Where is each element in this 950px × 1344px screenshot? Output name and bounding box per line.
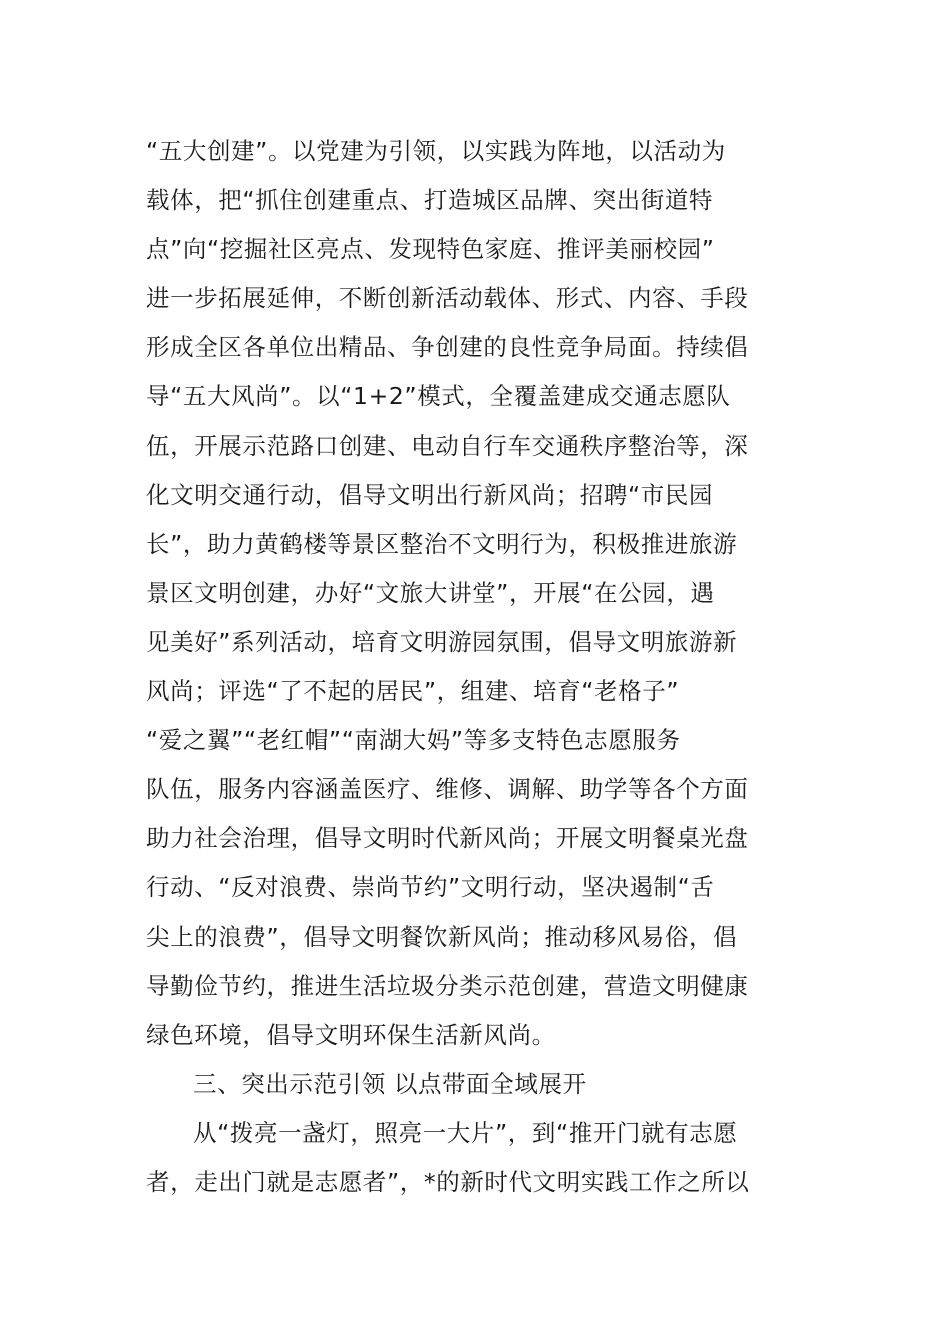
paragraph-line: 形成全区各单位出精品、争创建的良性竞争局面。持续倡 [146,333,749,362]
paragraph-line: 者，走出门就是志愿者”，*的新时代文明实践工作之所以 [146,1167,750,1196]
paragraph-line: “爱之翼”“老红帽”“南湖大妈”等多支特色志愿服务 [146,726,681,755]
paragraph-line: 见美好”系列活动，培育文明游园氛围，倡导文明旅游新 [146,627,738,656]
paragraph-line: 尖上的浪费”，倡导文明餐饮新风尚；推动移风易俗，倡 [146,922,738,951]
paragraph-line: 导“五大风尚”。以“1+2”模式，全覆盖建成交通志愿队 [146,382,731,411]
paragraph-line: 行动、“反对浪费、崇尚节约”文明行动，坚决遏制“舌 [146,873,715,902]
paragraph-line: 绿色环境，倡导文明环保生活新风尚。 [146,1020,556,1049]
paragraph-line: 进一步拓展延伸，不断创新活动载体、形式、内容、手段 [146,284,749,313]
paragraph-line: “五大创建”。以党建为引领，以实践为阵地，以活动为 [146,137,726,165]
body-text [146,127,822,1207]
paragraph-line: 队伍，服务内容涵盖医疗、维修、调解、助学等各个方面 [146,775,749,804]
paragraph-line: 伍，开展示范路口创建、电动自行车交通秩序整治等，深 [146,431,749,460]
paragraph-line: 风尚；评选“了不起的居民”，组建、培育“老格子” [146,677,680,706]
paragraph-line: 点”向“挖掘社区亮点、发现特色家庭、推评美丽校园” [146,235,715,264]
paragraph-line: 化文明交通行动，倡导文明出行新风尚；招聘“市民园 [146,480,714,509]
paragraph-line: 载体，把“抓住创建重点、打造城区品牌、突出街道特 [146,186,714,215]
paragraph-line: 从“拨亮一盏灯，照亮一大片”，到“推开门就有志愿 [193,1118,738,1147]
paragraph-line: 景区文明创建，办好“文旅大讲堂”，开展“在公园，遇 [146,578,715,607]
paragraph-line: 助力社会治理，倡导文明时代新风尚；开展文明餐桌光盘 [146,824,749,853]
paragraph-line: 导勤俭节约，推进生活垃圾分类示范创建，营造文明健康 [146,971,749,1000]
paragraph-line: 长”，助力黄鹤楼等景区整治不文明行为，积极推进旅游 [146,529,738,558]
section-heading: 三、突出示范引领 以点带面全域展开 [193,1069,587,1098]
